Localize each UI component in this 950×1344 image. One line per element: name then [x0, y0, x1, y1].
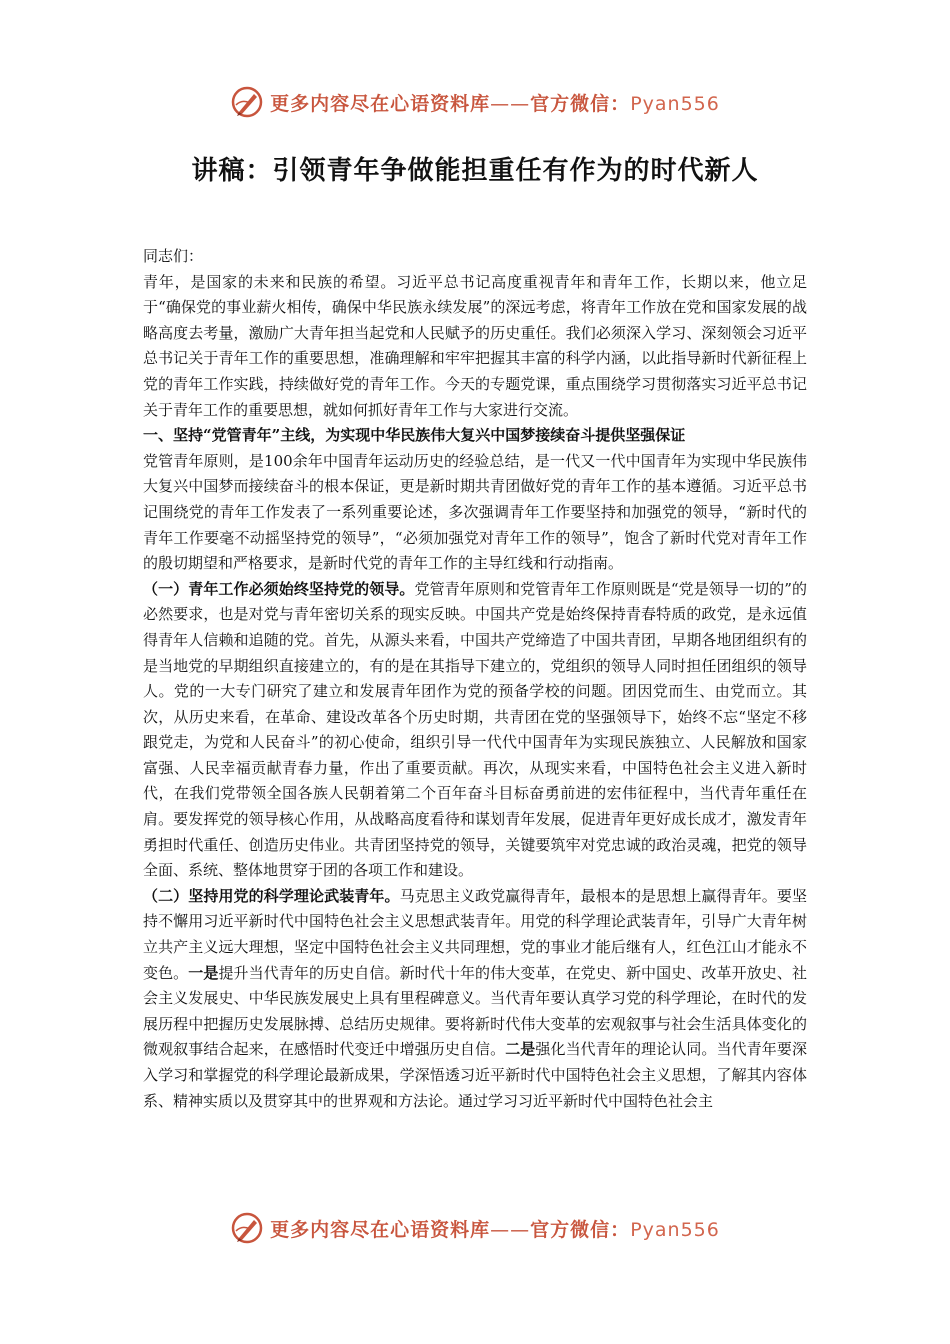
pen-logo-icon	[230, 1211, 264, 1245]
section-heading-1: 一、坚持“党管青年”主线，为实现中华民族伟大复兴中国梦接续奋斗提供坚强保证	[143, 426, 686, 445]
sub-heading-2: （二）坚持用党的科学理论武装青年。	[143, 886, 400, 905]
sub-body-2a: 马克思主义政党赢得青年，最根本的是思想上赢得青年。要坚持不懈用习近平新时代中国特色社会主义思想武装青年。用党的科学理论武装青年，引导广大青年树立共产主义远大理想，坚定中国特色社会主义共同理想，党的事业才能后继有人，红色江山才能永不变色。	[143, 886, 807, 982]
banner-suffix: 官方微信：	[530, 92, 631, 115]
paragraph-sub-1	[143, 577, 807, 884]
banner-text	[270, 1215, 720, 1242]
banner-dash: ——	[490, 1218, 531, 1241]
banner-dash: ——	[490, 92, 531, 115]
sub-heading-1: （一）青年工作必须始终坚持党的领导。	[143, 579, 415, 598]
greeting: 同志们：	[143, 247, 204, 265]
paragraph-intro: 青年，是国家的未来和民族的希望。习近平总书记高度重视青年和青年工作，长期以来，他立足于“确保党的事业薪火相传，确保中华民族永续发展”的深远考虑，将青年工作放在党和国家发展的战略高度去考量，激励广大青年担当起党和人民赋予的历史重任。我们必须深入学习、深刻领会习近平总书记关于青年工作的重要思想，准确理解和牢牢把握其丰富的科学内涵，以此指导新时代新征程上党的青年工作实践，持续做好党的青年工作。今天的专题党课，重点围绕学习贯彻落实习近平总书记关于青年工作的重要思想，就如何抓好青年工作与大家进行交流。	[143, 272, 807, 419]
paragraph-sub-2	[143, 884, 807, 1114]
banner-title: 更多内容尽在心语资料库	[270, 92, 491, 115]
document-body	[143, 244, 807, 1114]
pen-logo-icon	[230, 85, 264, 119]
header-banner	[0, 82, 950, 122]
banner-title: 更多内容尽在心语资料库	[270, 1218, 491, 1241]
banner-suffix: 官方微信：	[530, 1218, 631, 1241]
marker-first: 一是	[188, 963, 219, 982]
banner-id: Pyan556	[630, 92, 720, 115]
marker-second: 二是	[505, 1040, 536, 1059]
sub-body-2c: 强化当代青年的理论认同。当代青年要深入学习和掌握党的科学理论最新成果，学深悟透习近平新时代中国特色社会主义思想，了解其内容体系、精神实质以及贯穿其中的世界观和方法论。通过学习习近平新时代中国特色社会主	[143, 1040, 807, 1110]
sub-body-1: 党管青年原则和党管青年工作原则既是“党是领导一切的”的必然要求，也是对党与青年密切关系的现实反映。中国共产党是始终保持青春特质的政党，是永远值得青年人信赖和追随的党。首先，从源头来看，中国共产党缔造了中国共青团，早期各地团组织有的是当地党的早期组织直接建立的，有的是在其指导下建立的，党组织的领导人同时担任团组织的领导人。党的一大专门研究了建立和发展青年团作为党的预备学校的问题。团因党而生、由党而立。其次，从历史来看，在革命、建设改革各个历史时期，共青团在党的坚强领导下，始终不忘“坚定不移跟党走，为党和人民奋斗”的初心使命，组织引导一代代中国青年为实现民族独立、人民解放和国家富强、人民幸福贡献青春力量，作出了重要贡献。再次，从现实来看，中国特色社会主义进入新时代，在我们党带领全国各族人民朝着第二个百年奋斗目标奋勇前进的宏伟征程中，当代青年重任在肩。要发挥党的领导核心作用，从战略高度看待和谋划青年发展，促进青年更好成长成才，激发青年勇担时代重任、创造历史伟业。共青团坚持党的领导，关键要筑牢对党忠诚的政治灵魂，把党的领导全面、系统、整体地贯穿于团的各项工作和建设。	[143, 579, 807, 880]
banner-text	[270, 89, 720, 116]
page-title: 讲稿：引领青年争做能担重任有作为的时代新人	[191, 156, 759, 186]
banner-id: Pyan556	[630, 1218, 720, 1241]
sub-body-2b: 提升当代青年的历史自信。新时代十年的伟大变革，在党史、新中国史、改革开放史、社会主义发展史、中华民族发展史上具有里程碑意义。当代青年要认真学习党的科学理论，在时代的发展历程中把握历史发展脉搏、总结历史规律。要将新时代伟大变革的宏观叙事与社会生活具体变化的微观叙事结合起来，在感悟时代变迁中增强历史自信。	[143, 963, 807, 1059]
footer-banner	[0, 1208, 950, 1248]
paragraph-section-1: 党管青年原则，是100余年中国青年运动历史的经验总结，是一代又一代中国青年为实现中华民族伟大复兴中国梦而接续奋斗的根本保证，更是新时期共青团做好党的青年工作的基本遵循。习近平总书记围绕党的青年工作发表了一系列重要论述，多次强调青年工作要坚持和加强党的领导，“新时代的青年工作要毫不动摇坚持党的领导”，“必须加强党对青年工作的领导”，饱含了新时代党对青年工作的殷切期望和严格要求，是新时代党的青年工作的主导红线和行动指南。	[143, 451, 807, 573]
